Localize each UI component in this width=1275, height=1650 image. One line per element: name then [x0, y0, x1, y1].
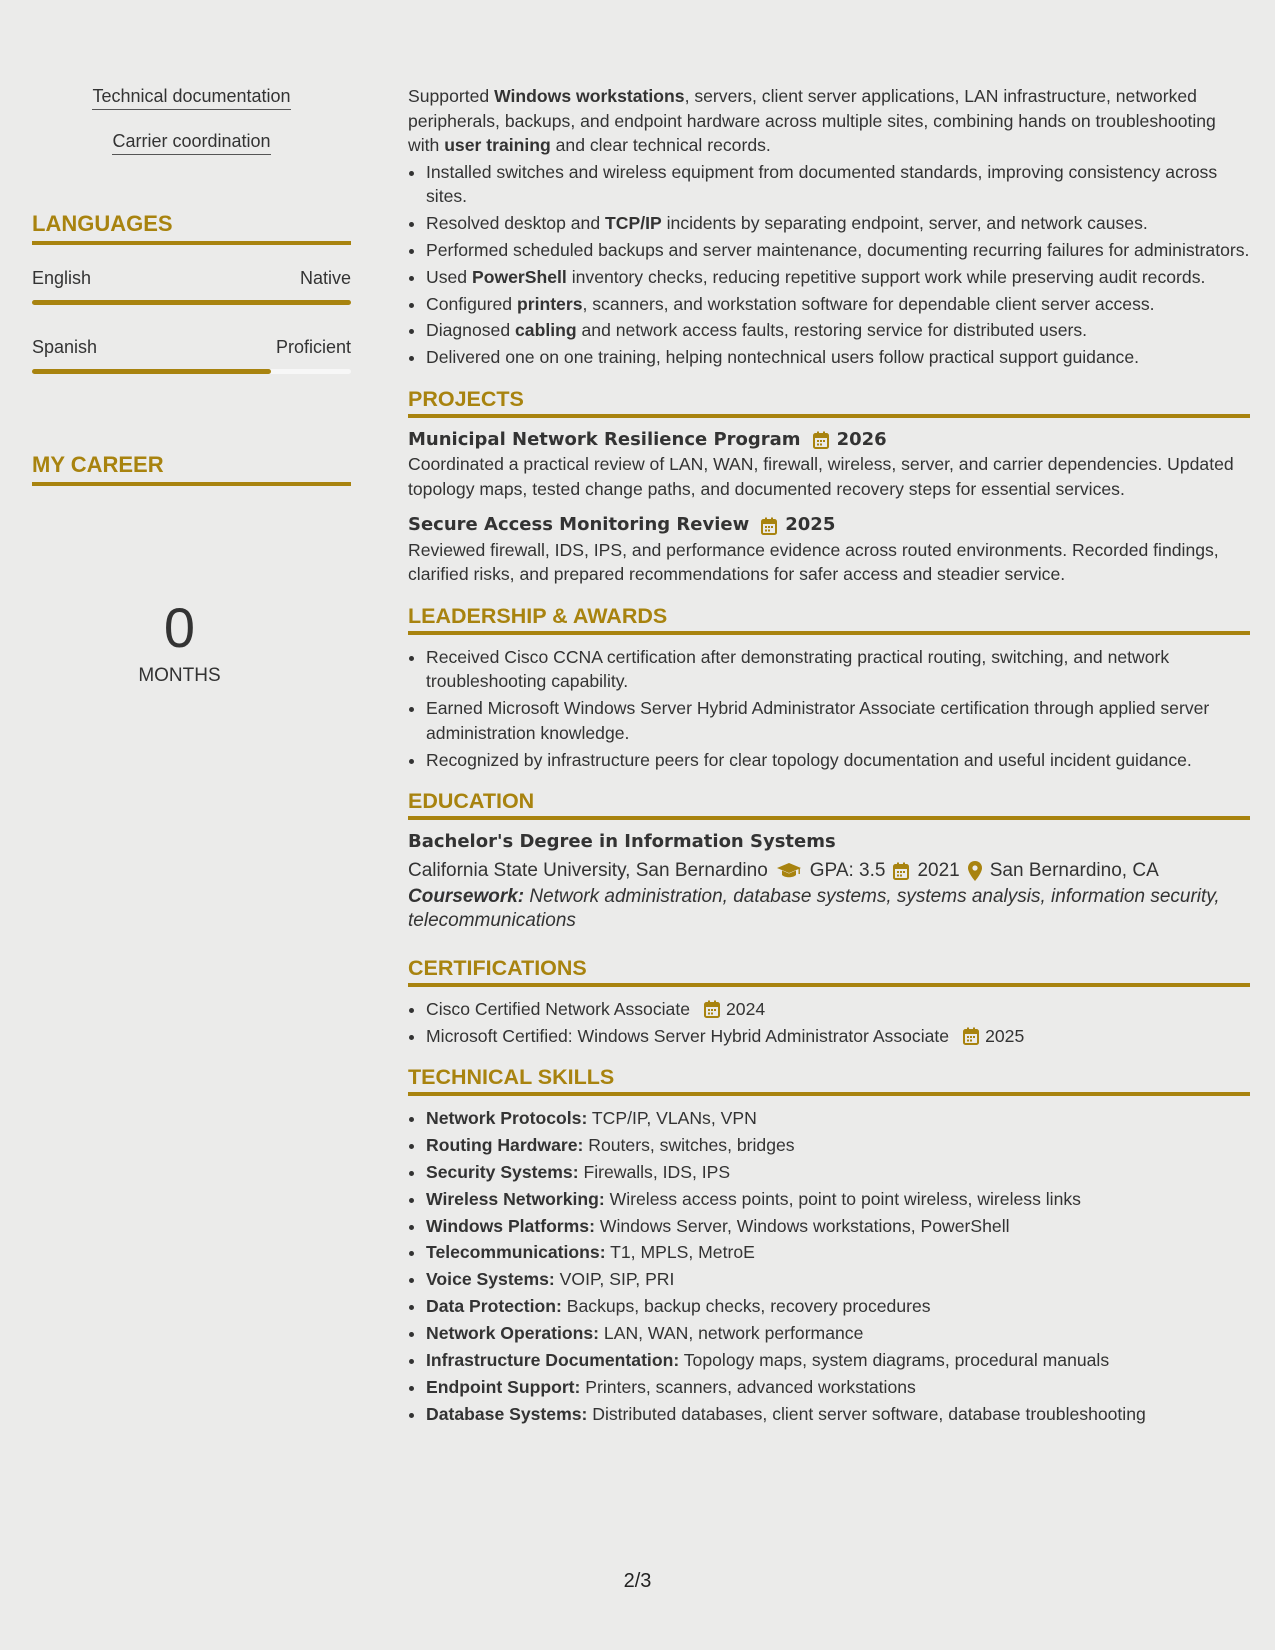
project-item — [408, 513, 1250, 587]
leadership-list — [408, 645, 1250, 772]
map-pin-icon — [968, 861, 982, 881]
certifications-list — [408, 997, 1250, 1048]
list-item: • Cisco Certified Network Associate 2024 — [426, 997, 1250, 1022]
career-months-unit: MONTHS — [138, 665, 221, 686]
language-name: English — [32, 268, 92, 288]
language-level: Native — [299, 268, 351, 288]
project-description: Coordinated a practical review of LAN, WAN, firewall, wireless, server, and carrier dependencies. Updated topology maps, tested change paths, and documented recovery steps for essential services. — [408, 454, 1234, 499]
list-item: • Configured printers, scanners, and workstation software for dependable client server access. — [426, 292, 1250, 317]
list-item: • Endpoint Support: Printers, scanners, advanced workstations — [426, 1375, 1250, 1400]
proficiency-bar — [32, 369, 351, 374]
list-item: • Delivered one on one training, helping nontechnical users follow practical support guidance. — [426, 345, 1250, 370]
education-details — [408, 857, 1250, 885]
list-item: • Earned Microsoft Windows Server Hybrid Administrator Associate certification through applied server administration knowledge. — [426, 696, 1250, 745]
technical-skills-list — [408, 1106, 1250, 1426]
calendar-icon — [704, 1000, 720, 1018]
language-english — [32, 268, 351, 305]
list-item: • Routing Hardware: Routers, switches, bridges — [426, 1133, 1250, 1158]
language-name: Spanish — [32, 337, 98, 357]
languages-heading: LANGUAGES — [32, 211, 351, 245]
proficiency-fill — [32, 300, 351, 305]
experience-bullets — [408, 160, 1250, 370]
language-level: Proficient — [275, 337, 351, 357]
main-content — [408, 84, 1250, 1429]
project-description: Reviewed firewall, IDS, IPS, and performance evidence across routed environments. Recorded findings, clarified risks, and prepared recommendations for safer access and steadier service. — [408, 539, 1219, 585]
calendar-icon — [963, 1027, 979, 1045]
page-number: 2/3 — [623, 1570, 652, 1592]
project-year: 2025 — [785, 514, 836, 536]
list-item: • Performed scheduled backups and server maintenance, documenting recurring failures for administrators. — [426, 238, 1250, 263]
list-item: • Recognized by infrastructure peers for clear topology documentation and useful incident guidance. — [426, 748, 1250, 773]
gpa: GPA: 3.5 — [809, 859, 886, 881]
proficiency-bar — [32, 300, 351, 305]
list-item: • Installed switches and wireless equipment from documented standards, improving consistency across sites. — [426, 160, 1250, 209]
leadership-heading: LEADERSHIP & AWARDS — [408, 603, 1250, 635]
coursework: Coursework: Network administration, database systems, systems analysis, information security, telecommunications — [408, 885, 1220, 931]
list-item: • Voice Systems: VOIP, SIP, PRI — [426, 1267, 1250, 1292]
list-item: • Network Protocols: TCP/IP, VLANs, VPN — [426, 1106, 1250, 1131]
list-item: • Telecommunications: T1, MPLS, MetroE — [426, 1240, 1250, 1265]
calendar-icon — [813, 431, 829, 449]
degree-title: Bachelor's Degree in Information Systems — [408, 831, 836, 853]
proficiency-fill — [32, 369, 271, 374]
list-item: • Resolved desktop and TCP/IP incidents by separating endpoint, server, and network causes. — [426, 211, 1250, 236]
list-item: • Microsoft Certified: Windows Server Hybrid Administrator Associate 2025 — [426, 1024, 1250, 1049]
list-item: • Security Systems: Firewalls, IDS, IPS — [426, 1160, 1250, 1185]
calendar-icon — [893, 862, 909, 880]
project-item — [408, 428, 1250, 502]
skill-pill: Carrier coordination — [32, 131, 351, 152]
list-item: • Windows Platforms: Windows Server, Windows workstations, PowerShell — [426, 1214, 1250, 1239]
graduation-cap-icon — [776, 862, 802, 880]
list-item: • Infrastructure Documentation: Topology maps, system diagrams, procedural manuals — [426, 1348, 1250, 1373]
list-item: • Diagnosed cabling and network access faults, restoring service for distributed users. — [426, 318, 1250, 343]
language-spanish — [32, 337, 351, 374]
experience-summary: Supported Windows workstations, servers, client server applications, LAN infrastructure, networked peripherals, backups, and endpoint hardware across multiple sites, combining hands on troubleshooting with user training and clear technical records. — [408, 86, 1216, 155]
career-heading: MY CAREER — [32, 452, 351, 486]
certifications-heading: CERTIFICATIONS — [408, 955, 1250, 987]
list-item: • Network Operations: LAN, WAN, network performance — [426, 1321, 1250, 1346]
list-item: • Used PowerShell inventory checks, reducing repetitive support work while preserving audit records. — [426, 265, 1250, 290]
school-name: California State University, San Bernardino — [408, 859, 768, 881]
project-title: Secure Access Monitoring Review — [408, 514, 750, 536]
project-year: 2026 — [836, 428, 887, 450]
calendar-icon — [761, 517, 777, 535]
project-title: Municipal Network Resilience Program — [408, 428, 801, 450]
list-item: • Database Systems: Distributed databases, client server software, database troubleshooting — [426, 1402, 1250, 1427]
school-location: San Bernardino, CA — [989, 859, 1159, 881]
list-item: • Data Protection: Backups, backup checks, recovery procedures — [426, 1294, 1250, 1319]
list-item: • Wireless Networking: Wireless access points, point to point wireless, wireless links — [426, 1187, 1250, 1212]
skill-pill: Technical documentation — [32, 86, 351, 107]
projects-heading: PROJECTS — [408, 386, 1250, 418]
technical-skills-heading: TECHNICAL SKILLS — [408, 1064, 1250, 1096]
education-heading: EDUCATION — [408, 788, 1250, 820]
list-item: • Received Cisco CCNA certification after demonstrating practical routing, switching, and network troubleshooting capability. — [426, 645, 1250, 694]
graduation-year: 2021 — [917, 859, 960, 881]
career-months-value: 0 — [163, 596, 196, 659]
